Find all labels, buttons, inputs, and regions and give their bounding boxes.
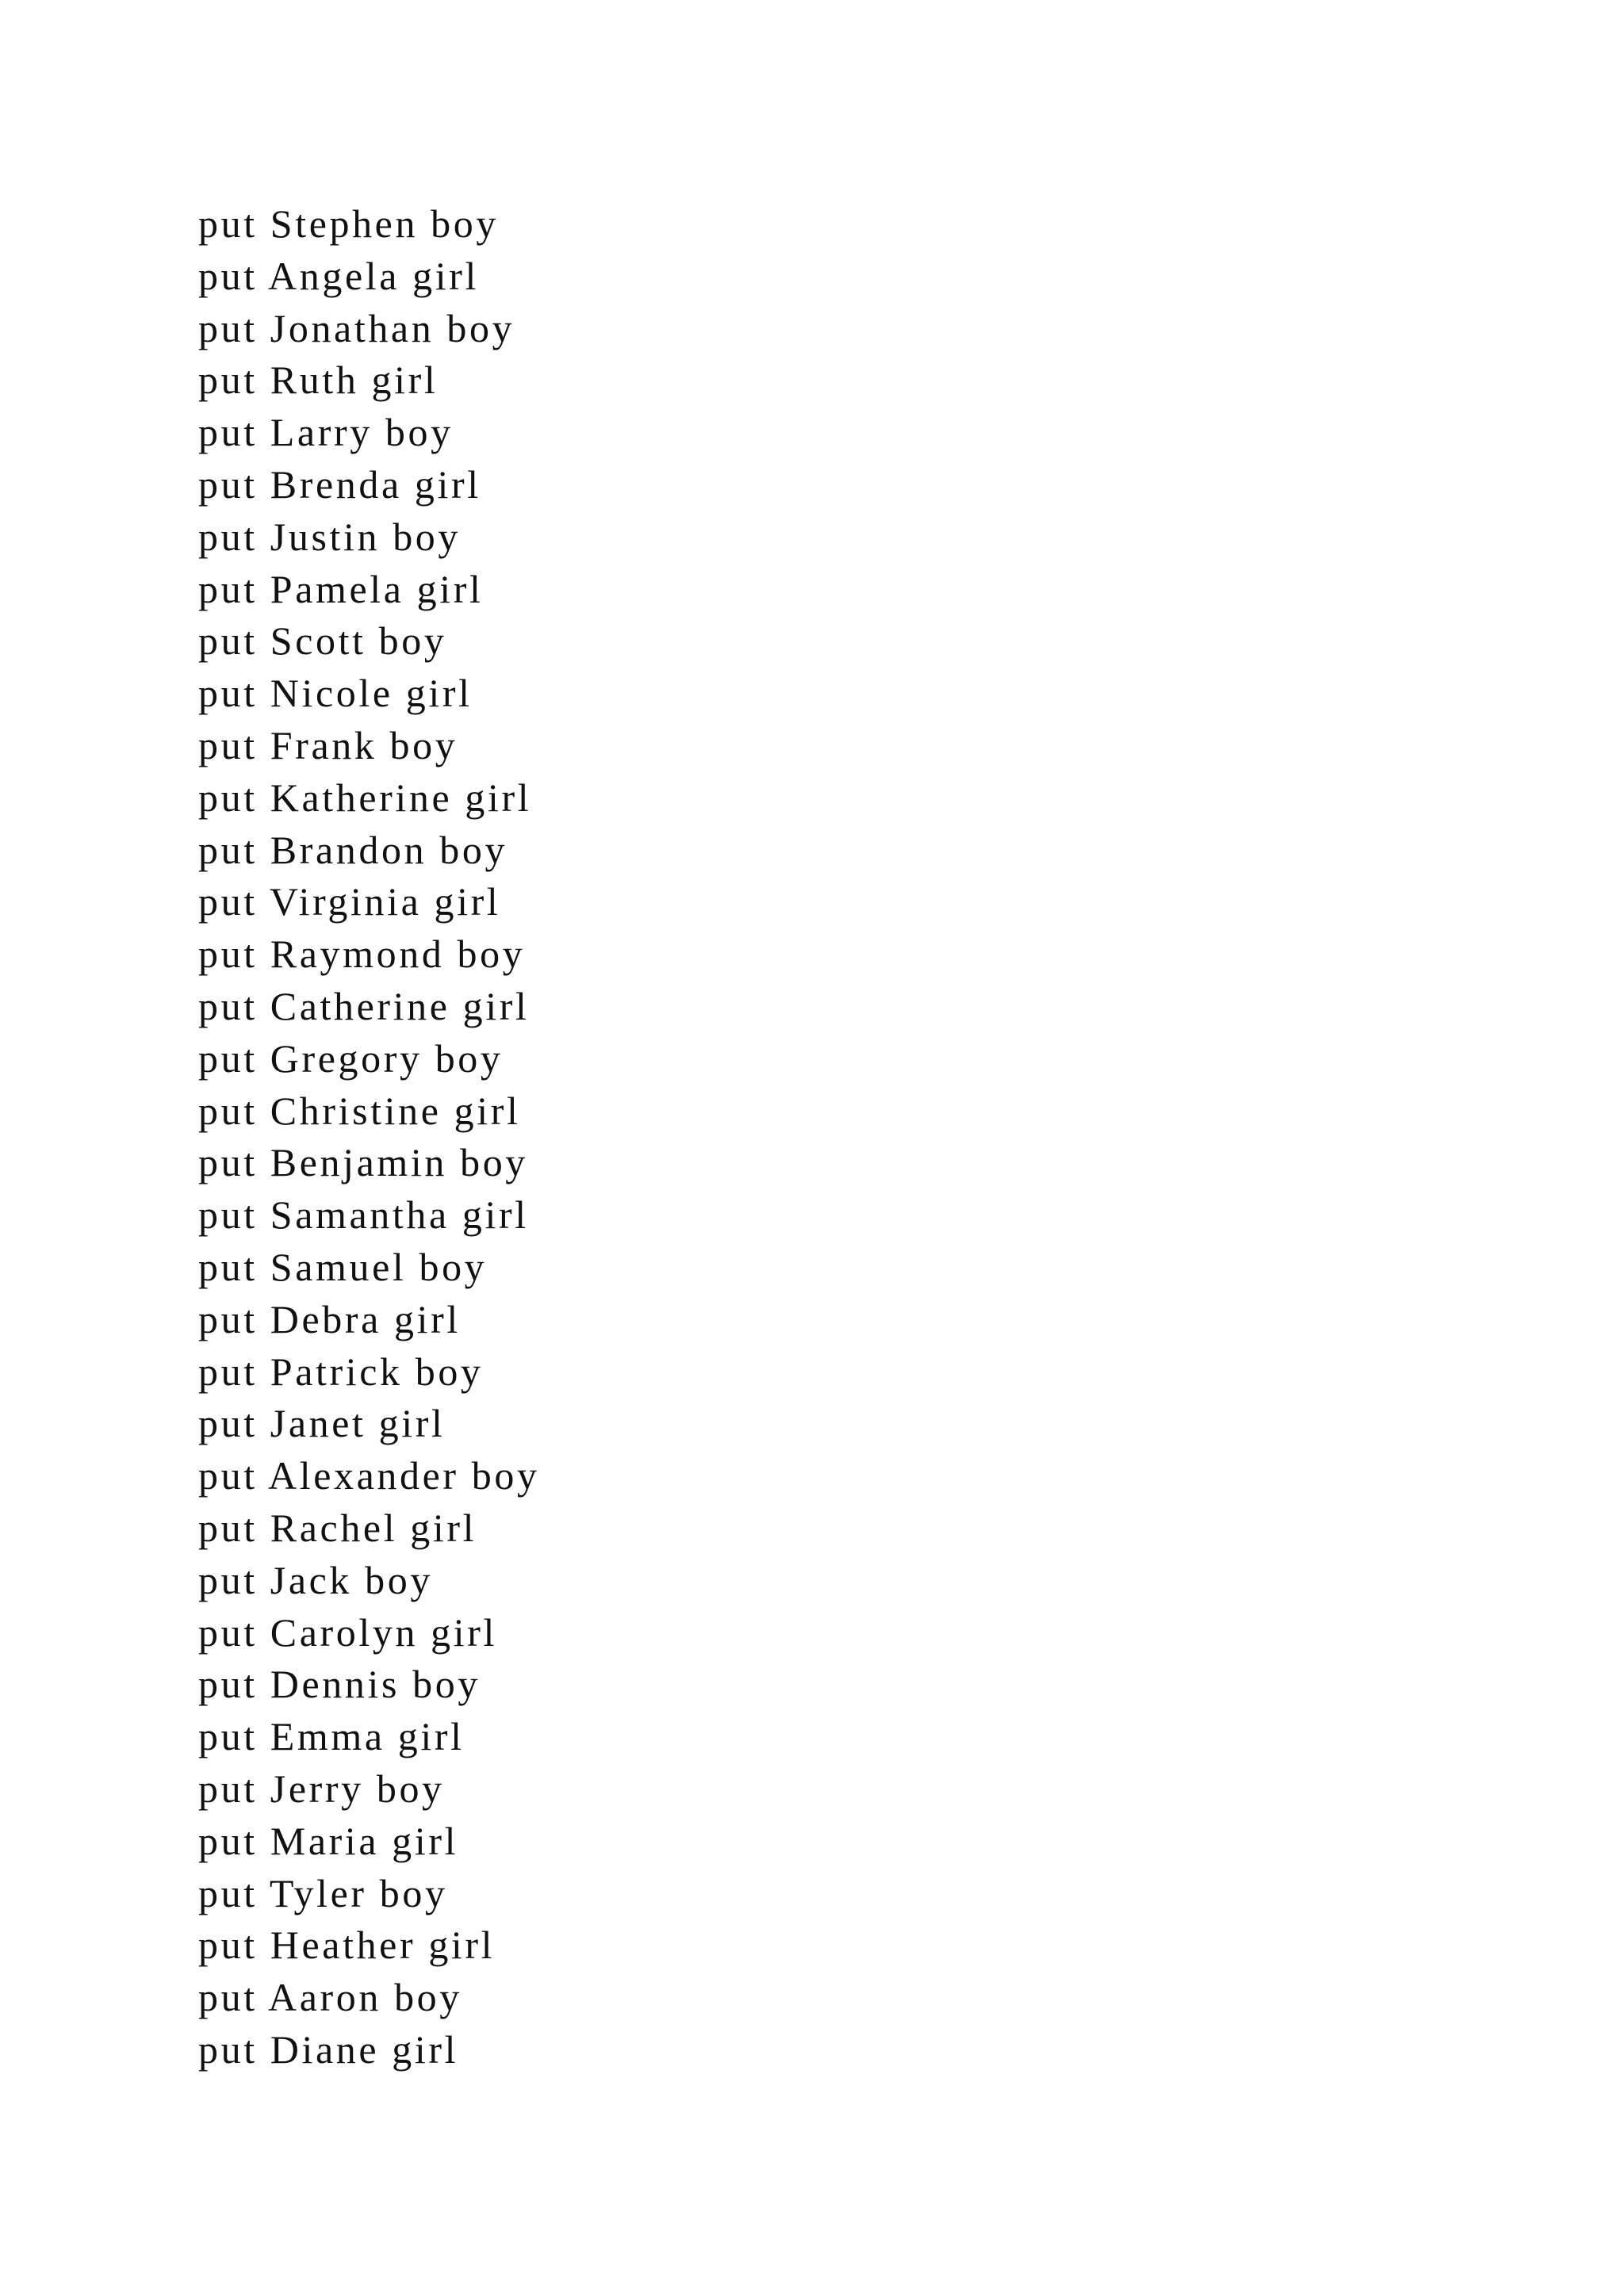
- command-line: put Ruth girl: [198, 358, 439, 403]
- command-line: put Raymond boy: [198, 932, 526, 977]
- command-line: put Brenda girl: [198, 461, 481, 507]
- command-line: put Pamela girl: [198, 566, 484, 611]
- command-list: [198, 198, 540, 2076]
- command-line: put Jerry boy: [198, 1766, 445, 1811]
- command-line: put Katherine girl: [198, 775, 532, 820]
- command-line: put Carolyn girl: [198, 1609, 498, 1655]
- command-line: put Virginia girl: [198, 879, 501, 924]
- command-line: put Catherine girl: [198, 983, 530, 1028]
- command-line: put Nicole girl: [198, 671, 473, 716]
- command-line: put Janet girl: [198, 1401, 446, 1446]
- command-line: put Scott boy: [198, 618, 447, 664]
- command-line: put Jonathan boy: [198, 305, 515, 350]
- command-line: put Jack boy: [198, 1557, 433, 1602]
- command-line: put Emma girl: [198, 1714, 465, 1759]
- command-line: put Benjamin boy: [198, 1140, 528, 1185]
- command-line: put Aaron boy: [198, 1975, 462, 2020]
- command-line: put Maria girl: [198, 1818, 459, 1863]
- command-line: put Alexander boy: [198, 1453, 540, 1498]
- command-line: put Patrick boy: [198, 1349, 484, 1394]
- command-line: put Rachel girl: [198, 1505, 477, 1550]
- command-line: put Larry boy: [198, 410, 454, 455]
- command-line: put Justin boy: [198, 514, 461, 559]
- command-line: put Tyler boy: [198, 1870, 448, 1915]
- command-line: put Christine girl: [198, 1088, 521, 1133]
- command-line: put Dennis boy: [198, 1662, 481, 1707]
- command-line: put Samuel boy: [198, 1244, 488, 1289]
- command-line: put Gregory boy: [198, 1035, 504, 1081]
- command-line: put Diane girl: [198, 2026, 459, 2072]
- command-line: put Stephen boy: [198, 201, 499, 246]
- command-line: put Angela girl: [198, 253, 479, 298]
- command-line: put Heather girl: [198, 1923, 496, 1968]
- command-line: put Brandon boy: [198, 827, 508, 872]
- command-line: put Debra girl: [198, 1296, 461, 1341]
- command-line: put Frank boy: [198, 722, 458, 767]
- command-line: put Samantha girl: [198, 1192, 529, 1238]
